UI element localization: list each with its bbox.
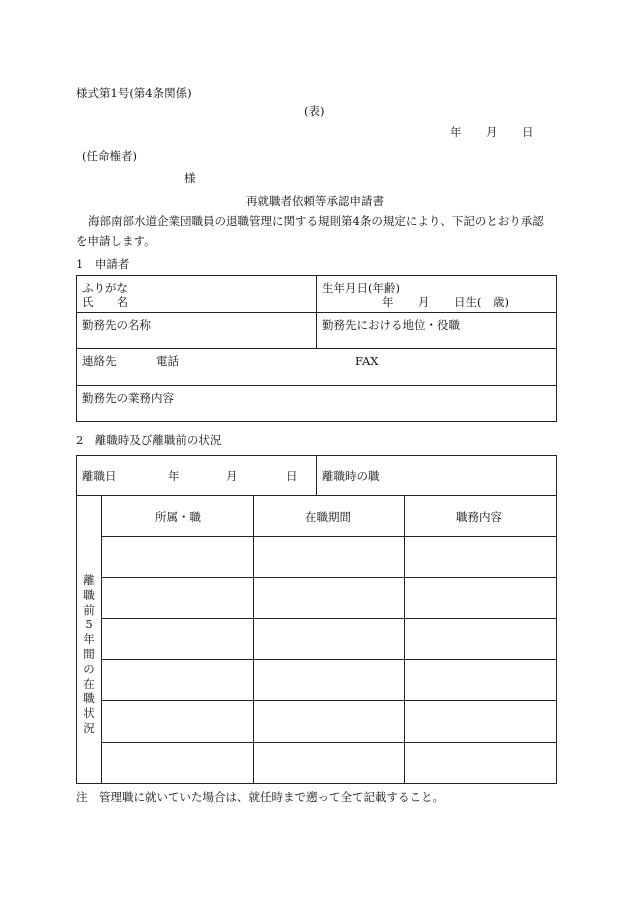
intro-line-2: を申請します。 xyxy=(76,234,156,248)
employer-name-label: 勤務先の名称 xyxy=(82,318,151,332)
retire-month: 月 xyxy=(226,469,238,483)
column-header-duties: 職務内容 xyxy=(456,510,502,524)
phone-label: 電話 xyxy=(156,354,179,368)
column-header-period: 在職期間 xyxy=(305,510,351,524)
fax-label: FAX xyxy=(355,354,379,368)
date-month: 月 xyxy=(486,125,498,139)
retire-day: 日 xyxy=(286,469,298,483)
birth-label: 生年月日(年齢) xyxy=(322,281,400,295)
form-title: 再就職者依頼等承認申請書 xyxy=(246,194,384,208)
retire-position-label: 離職時の職 xyxy=(322,469,380,483)
date-day: 日 xyxy=(522,125,534,139)
section1-heading: 1 申請者 xyxy=(76,257,130,271)
retire-date-label: 離職日 xyxy=(82,469,117,483)
section2-heading: 2 離職時及び離職前の状況 xyxy=(76,433,222,447)
business-label: 勤務先の業務内容 xyxy=(82,391,174,405)
appointer-label: (任命権者) xyxy=(82,149,137,163)
furigana-label: ふりがな xyxy=(82,281,128,295)
footnote: 注 管理職に就いていた場合は、就任時まで遡って全て記載すること。 xyxy=(76,790,444,804)
retire-year: 年 xyxy=(168,469,180,483)
column-header-affiliation: 所属・職 xyxy=(155,510,201,524)
date-year: 年 xyxy=(450,125,462,139)
side-label-vertical: 離職前5年間の在職状況 xyxy=(83,573,95,735)
birth-year: 年 xyxy=(382,295,394,309)
name-label: 氏 名 xyxy=(82,295,128,309)
form-number: 様式第1号(第4条関係) xyxy=(76,86,192,100)
contact-label: 連絡先 xyxy=(82,354,117,368)
birth-day-age: 日生( 歳) xyxy=(454,295,509,309)
intro-line-1: 海部南部水道企業団職員の退職管理に関する規則第4条の規定により、下記のとおり承認 xyxy=(88,214,544,228)
honorific: 様 xyxy=(184,171,196,185)
employer-position-label: 勤務先における地位・役職 xyxy=(322,318,460,332)
side-label: (表) xyxy=(304,104,325,118)
birth-month: 月 xyxy=(418,295,430,309)
